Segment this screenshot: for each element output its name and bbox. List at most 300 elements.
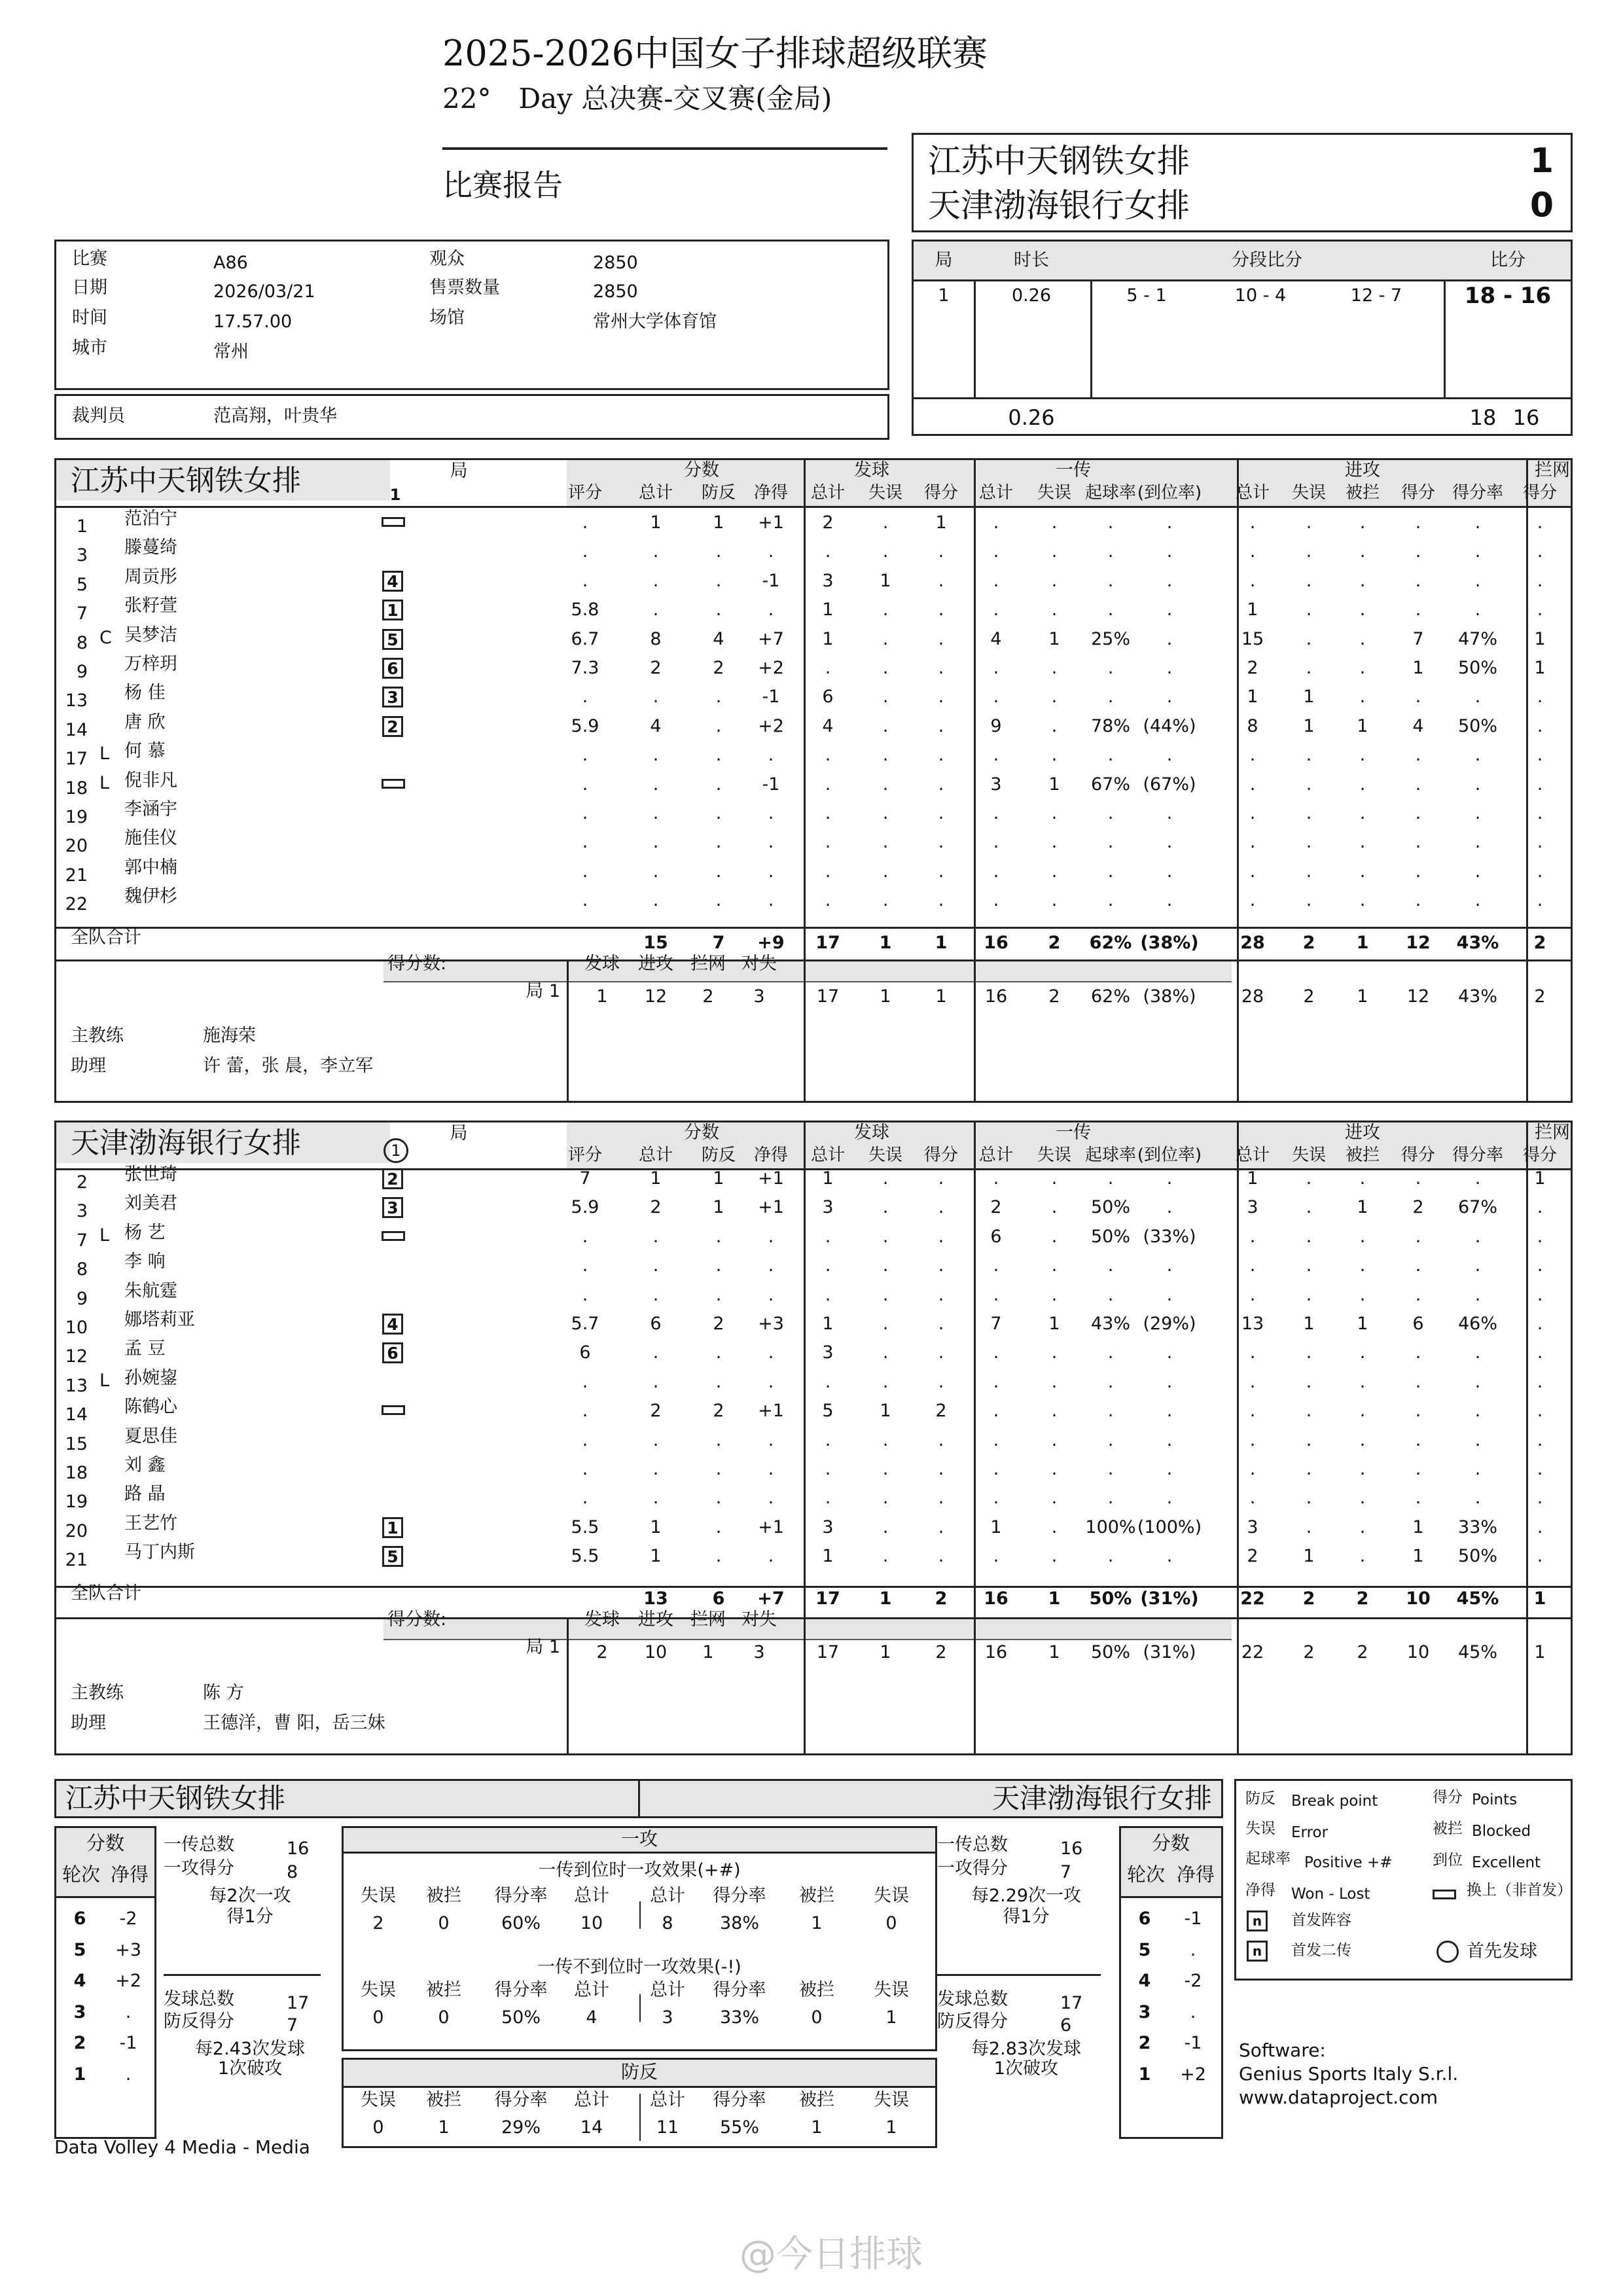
- stat-cell: .: [1107, 687, 1114, 708]
- stat-cell: .: [1537, 1284, 1543, 1305]
- stat-cell: 9: [990, 715, 1002, 736]
- stat-cell: .: [715, 745, 722, 766]
- team_b-pts-head: 对失: [741, 1609, 777, 1630]
- team_a-coach-label: 主教练: [71, 1026, 124, 1046]
- stat-cell: .: [1166, 1284, 1173, 1305]
- stat-cell: .: [993, 803, 999, 823]
- stat-cell: .: [993, 832, 999, 853]
- team_a-coach: 施海荣: [203, 1026, 256, 1046]
- stat-cell: -1: [762, 774, 780, 795]
- stat-cell: 15: [1241, 628, 1264, 649]
- team_b-total-cell: +7: [757, 1588, 785, 1609]
- stat-cell: .: [768, 600, 774, 620]
- col-set-b: 局: [450, 1123, 468, 1143]
- stat-cell: .: [652, 774, 659, 795]
- stat-cell: .: [1537, 715, 1543, 736]
- bp-cell: 0: [372, 2117, 384, 2138]
- stat-cell: 2: [1247, 1546, 1258, 1567]
- stat-cell: .: [1359, 1516, 1366, 1537]
- rotation-net: -1: [1184, 1909, 1202, 1929]
- rotation-net: +2: [1180, 2064, 1206, 2085]
- player-name: 娜塔莉亚: [124, 1310, 195, 1330]
- stat-cell: .: [882, 832, 889, 853]
- stat-cell: 2: [650, 1197, 662, 1218]
- stat-cell: 1: [1247, 1168, 1258, 1189]
- stat-cell: +1: [758, 512, 784, 533]
- team_a-pts-head: 对失: [741, 954, 777, 974]
- software-label: Software:: [1239, 2039, 1326, 2061]
- stat-cell: 100%: [1085, 1516, 1136, 1537]
- stat-cell: .: [993, 541, 999, 562]
- team-a-set-label: 1: [389, 486, 401, 504]
- stat-cell: 6: [990, 1226, 1002, 1247]
- team_b-set-cell: 1: [1048, 1642, 1060, 1662]
- b-bp-note2: 1次破攻: [993, 2058, 1059, 2079]
- stat-cell: .: [1537, 541, 1543, 562]
- stat-cell: .: [715, 861, 722, 882]
- team-a-stats: [54, 458, 1573, 1103]
- stat-cell: .: [825, 890, 831, 911]
- stat-cell: .: [1051, 1516, 1058, 1537]
- stat-cell: .: [1306, 541, 1312, 562]
- stat-cell: .: [1051, 1342, 1058, 1363]
- player-name: 刘美君: [124, 1193, 177, 1214]
- fa-head: 失误: [874, 1980, 909, 2000]
- stat-cell: .: [768, 1284, 774, 1305]
- set-duration: 0.26: [1011, 285, 1052, 306]
- stat-cell: .: [1415, 512, 1421, 533]
- stat-cell: .: [1537, 1314, 1543, 1334]
- stat-cell: .: [1107, 1401, 1114, 1422]
- stat-cell: .: [938, 1314, 944, 1334]
- stat-cell: .: [1051, 1255, 1058, 1276]
- stat-cell: .: [1359, 861, 1366, 882]
- team_b-set-cell: 1: [880, 1642, 891, 1662]
- team_b-total-cell: 1: [1533, 1588, 1546, 1609]
- team_b-col-total-7: 总计: [978, 1145, 1014, 1165]
- b-fb-note1: 每2.29次一攻: [971, 1886, 1082, 1906]
- team_b-grp-reception: 一传: [1056, 1122, 1091, 1143]
- stat-cell: .: [715, 570, 722, 591]
- stat-cell: .: [1306, 861, 1312, 882]
- team_b-coach-label: 主教练: [71, 1683, 124, 1703]
- stat-cell: .: [1474, 1342, 1481, 1363]
- team_a-set-cell: 16: [984, 986, 1008, 1007]
- team_a-pts-head: 发球: [584, 954, 620, 974]
- stat-cell: .: [1306, 745, 1312, 766]
- stat-cell: .: [993, 600, 999, 620]
- stat-cell: 1: [650, 1546, 662, 1567]
- stat-cell: .: [1249, 832, 1256, 853]
- stat-cell: .: [1306, 1401, 1312, 1422]
- legend-pts-en: Points: [1472, 1791, 1518, 1808]
- bp-head: 失误: [874, 2090, 909, 2110]
- stat-cell: .: [582, 1284, 588, 1305]
- team_b-total-cell: 1: [1048, 1588, 1061, 1609]
- footer-software: Data Volley 4 Media - Media: [54, 2136, 310, 2158]
- stat-cell: .: [582, 861, 588, 882]
- stat-cell: .: [1051, 541, 1058, 562]
- player-number: 21: [65, 1550, 88, 1571]
- stat-cell: 6: [650, 1314, 662, 1334]
- legend-bp-en: Break point: [1291, 1793, 1378, 1810]
- fa-cell-neg: 1: [885, 2007, 897, 2028]
- stat-cell: .: [1474, 570, 1481, 591]
- rotation-number: 5: [1138, 1939, 1151, 1960]
- stat-cell: .: [1415, 600, 1421, 620]
- team_b-pts-head: 发球: [584, 1609, 620, 1630]
- stat-cell: .: [993, 1255, 999, 1276]
- stat-cell: .: [1306, 1226, 1312, 1247]
- stat-cell: .: [1359, 1342, 1366, 1363]
- stat-cell: -1: [762, 570, 780, 591]
- fa-cell-pos: 38%: [719, 1913, 760, 1933]
- player-name: 杨 佳: [124, 683, 166, 704]
- stat-cell: .: [715, 1255, 722, 1276]
- team_b-total-cell: 45%: [1456, 1588, 1499, 1609]
- stat-cell: .: [1537, 600, 1543, 620]
- bp-head: 被拦: [799, 2090, 834, 2110]
- fa-cell-neg: 0: [372, 2007, 384, 2028]
- stat-cell: .: [1107, 890, 1114, 911]
- team-b-name: 天津渤海银行女排: [71, 1126, 301, 1160]
- team_b-total-cell: 2: [1302, 1588, 1315, 1609]
- player-role: L: [99, 772, 110, 793]
- stat-cell: .: [652, 1371, 659, 1392]
- stat-cell: .: [938, 541, 944, 562]
- stat-cell: .: [1359, 1371, 1366, 1392]
- stat-cell: .: [1537, 512, 1543, 533]
- stat-cell: 1: [1412, 1546, 1424, 1567]
- stat-cell: .: [1474, 1226, 1481, 1247]
- starting-lineup-icon: n: [1247, 1910, 1268, 1931]
- set-results-table: [912, 240, 1573, 436]
- fa-head: 得分率: [494, 1886, 548, 1906]
- stat-cell: 2: [713, 1401, 724, 1422]
- stat-cell: .: [768, 1371, 774, 1392]
- b-bp-note1: 每2.83次发球: [971, 2039, 1082, 2059]
- player-name: 倪非凡: [124, 770, 177, 791]
- stat-cell: .: [882, 628, 889, 649]
- stat-cell: .: [825, 774, 831, 795]
- stat-cell: 5.8: [571, 600, 599, 620]
- stat-cell: .: [768, 1226, 774, 1247]
- stat-cell: -1: [762, 687, 780, 708]
- sets-h-set: 局: [935, 250, 953, 270]
- fa-head: 总计: [650, 1886, 685, 1906]
- stat-cell: 7: [1412, 628, 1424, 649]
- stat-cell: .: [1051, 1429, 1058, 1450]
- stat-cell: .: [1249, 803, 1256, 823]
- team_a-total-cell: 62%: [1089, 933, 1132, 953]
- player-name: 吴梦洁: [124, 624, 177, 645]
- first-serve-circle: 1: [383, 1138, 408, 1163]
- substitution-icon: [1433, 1890, 1456, 1899]
- fa-cell-pos: 10: [580, 1913, 603, 1933]
- stat-cell: 1: [822, 600, 834, 620]
- fa-cell-pos: 2: [372, 1913, 384, 1933]
- match-time: 17.57.00: [213, 312, 293, 332]
- player-role: L: [99, 1370, 110, 1391]
- player-number: 14: [65, 719, 88, 740]
- rot-b-head: 分数: [1151, 1832, 1190, 1854]
- stat-cell: .: [993, 861, 999, 882]
- stat-cell: .: [715, 890, 722, 911]
- team_b-total-cell: 50%: [1089, 1588, 1132, 1609]
- stat-cell: .: [825, 832, 831, 853]
- bp-cell: 11: [656, 2117, 679, 2138]
- team_b-col-total-4: 总计: [810, 1145, 846, 1165]
- stat-cell: .: [1474, 512, 1481, 533]
- team_b-col-pts-14: 得分: [1400, 1145, 1436, 1165]
- stat-cell: 1: [1534, 658, 1546, 678]
- stat-cell: .: [825, 1255, 831, 1276]
- team_a-total-cell: 2: [1533, 933, 1546, 953]
- stat-cell: .: [1537, 1255, 1543, 1276]
- rot-b-sub2: 净得: [1176, 1863, 1215, 1886]
- stat-cell: .: [1107, 541, 1114, 562]
- match-city: 常州: [213, 342, 249, 362]
- stat-cell: .: [938, 1429, 944, 1450]
- player-name: 王艺竹: [124, 1513, 177, 1534]
- stat-cell: .: [715, 1226, 722, 1247]
- starting-position-icon: 1: [382, 600, 403, 620]
- team_b-total-label: 全队合计: [71, 1583, 141, 1604]
- player-number: 8: [76, 632, 88, 653]
- rotation-number: 6: [1138, 1909, 1151, 1929]
- stat-cell: 1: [880, 570, 891, 591]
- stat-cell: .: [1537, 1429, 1543, 1450]
- stat-cell: .: [1051, 745, 1058, 766]
- starting-position-icon: 3: [382, 687, 403, 708]
- stat-cell: .: [1051, 803, 1058, 823]
- team_a-set-row-label: 局 1: [526, 981, 560, 1001]
- stat-cell: .: [825, 1284, 831, 1305]
- bp-head: 总计: [650, 2090, 685, 2110]
- tickets: 2850: [593, 281, 638, 302]
- stat-cell: .: [1249, 1255, 1256, 1276]
- stat-cell: .: [1415, 832, 1421, 853]
- team_b-pts-label: 得分数:: [387, 1609, 447, 1630]
- stat-cell: .: [1474, 600, 1481, 620]
- rotation-net: +2: [115, 1971, 141, 1991]
- stat-cell: .: [938, 1459, 944, 1479]
- player-number: 3: [76, 1201, 88, 1222]
- stat-cell: .: [1359, 1168, 1366, 1189]
- team_b-set-cell: 1: [1534, 1642, 1546, 1662]
- fa-head: 被拦: [799, 1886, 834, 1906]
- rotation-number: 2: [73, 2033, 86, 2053]
- stat-cell: .: [1537, 745, 1543, 766]
- stat-cell: 2: [650, 1401, 662, 1422]
- b-fb-label: 一攻得分: [937, 1858, 1008, 1878]
- player-number: 20: [65, 836, 88, 857]
- stat-cell: .: [1107, 745, 1114, 766]
- stat-cell: .: [1537, 1197, 1543, 1218]
- stat-cell: .: [1306, 803, 1312, 823]
- match-code: A86: [213, 253, 248, 273]
- player-number: 12: [65, 1346, 88, 1367]
- team_a-total-label: 全队合计: [71, 927, 141, 948]
- team_b-total-cell: 22: [1240, 1588, 1265, 1609]
- team_b-col-bp-2: 防反: [701, 1145, 736, 1165]
- stat-cell: .: [882, 745, 889, 766]
- stat-cell: .: [1249, 1429, 1256, 1450]
- b-srv-label: 发球总数: [937, 1989, 1008, 2009]
- stat-cell: .: [652, 541, 659, 562]
- team_a-set-cell: 1: [935, 986, 947, 1007]
- stat-cell: .: [582, 541, 588, 562]
- legend-start2: 首发二传: [1291, 1942, 1351, 1959]
- stat-cell: .: [1306, 1429, 1312, 1450]
- stat-cell: .: [1306, 774, 1312, 795]
- stat-cell: 7.3: [571, 658, 599, 678]
- stat-cell: .: [715, 600, 722, 620]
- page-subtitle: 22° Day 总决赛-交叉赛(金局): [442, 82, 832, 115]
- team_b-col-blk_pts-16: 得分: [1522, 1145, 1558, 1165]
- stat-cell: .: [938, 715, 944, 736]
- team_b-set-cell: 16: [984, 1642, 1008, 1662]
- stat-cell: .: [1537, 1488, 1543, 1509]
- stat-cell: .: [1051, 715, 1058, 736]
- stat-cell: 4: [822, 715, 834, 736]
- audience: 2850: [593, 253, 638, 273]
- team_a-total-cell: 43%: [1456, 933, 1499, 953]
- stat-cell: .: [938, 1168, 944, 1189]
- stat-cell: .: [715, 541, 722, 562]
- team_b-col-total-11: 总计: [1235, 1145, 1270, 1165]
- stat-cell: .: [1415, 1488, 1421, 1509]
- team_a-set-cell: 62%: [1090, 986, 1131, 1007]
- stat-cell: .: [1107, 1459, 1114, 1479]
- player-name: 杨 艺: [124, 1222, 166, 1243]
- stat-cell: .: [1537, 1226, 1543, 1247]
- stat-cell: +2: [758, 715, 784, 736]
- team_a-col-total-7: 总计: [978, 483, 1014, 503]
- stat-cell: .: [1306, 832, 1312, 853]
- stat-cell: .: [1474, 687, 1481, 708]
- stat-cell: .: [1051, 600, 1058, 620]
- stat-cell: .: [582, 1226, 588, 1247]
- scoreboard-team-a: 江苏中天钢铁女排: [928, 142, 1190, 180]
- stat-cell: 5: [822, 1401, 834, 1422]
- referee-label: 裁判员: [72, 406, 125, 426]
- stat-cell: 1: [1303, 1314, 1315, 1334]
- stat-cell: .: [938, 628, 944, 649]
- tickets-label: 售票数量: [429, 278, 500, 298]
- team_b-total-cell: 10: [1406, 1588, 1431, 1609]
- stat-cell: .: [938, 1488, 944, 1509]
- bp-cell: 1: [885, 2117, 897, 2138]
- fa-cell-pos: 0: [885, 1913, 897, 1933]
- stat-cell: .: [1166, 832, 1173, 853]
- stat-cell: 7: [579, 1168, 591, 1189]
- stat-cell: 1: [1048, 628, 1060, 649]
- stat-cell: .: [715, 832, 722, 853]
- stat-cell: .: [1249, 1342, 1256, 1363]
- stat-cell: .: [1166, 1429, 1173, 1450]
- stat-cell: +1: [758, 1168, 784, 1189]
- stat-cell: .: [825, 745, 831, 766]
- team_a-total-cell: 16: [984, 933, 1008, 953]
- stat-cell: .: [1107, 861, 1114, 882]
- stat-cell: .: [1306, 1284, 1312, 1305]
- stat-cell: .: [582, 1429, 588, 1450]
- stat-cell: .: [652, 570, 659, 591]
- stat-cell: .: [1249, 1401, 1256, 1422]
- stat-cell: .: [768, 1255, 774, 1276]
- stat-cell: 78%: [1090, 715, 1131, 736]
- total-points-a: 18: [1469, 405, 1497, 430]
- sets-won-b: 0: [1529, 186, 1554, 225]
- stat-cell: 1: [1357, 715, 1368, 736]
- stat-cell: 46%: [1457, 1314, 1498, 1334]
- team_b-total-cell: 13: [643, 1588, 668, 1609]
- stat-cell: .: [1415, 745, 1421, 766]
- stat-cell: .: [1474, 1488, 1481, 1509]
- stat-cell: (44%): [1143, 715, 1196, 736]
- rotation-net: .: [125, 2064, 132, 2085]
- stat-cell: .: [652, 745, 659, 766]
- stat-cell: .: [1474, 1401, 1481, 1422]
- rotation-box-b: [1119, 1826, 1223, 2139]
- first-serve-icon: [1436, 1941, 1459, 1963]
- fa-cell-neg: 4: [586, 2007, 597, 2028]
- player-role: L: [99, 744, 110, 764]
- stat-cell: 1: [650, 512, 662, 533]
- stat-cell: .: [993, 1401, 999, 1422]
- stat-cell: .: [1537, 570, 1543, 591]
- stat-cell: .: [1166, 1255, 1173, 1276]
- stat-cell: .: [1359, 774, 1366, 795]
- team_a-col-blk_pts-16: 得分: [1522, 483, 1558, 503]
- stat-cell: .: [1051, 1168, 1058, 1189]
- player-number: 15: [65, 1433, 88, 1454]
- stat-cell: 4: [990, 628, 1002, 649]
- fa-head: 总计: [574, 1980, 609, 2000]
- stat-cell: .: [582, 1255, 588, 1276]
- first-attack-sub2: 一传不到位时一攻效果(-!): [537, 1957, 741, 1977]
- team_a-col-pts-14: 得分: [1400, 483, 1436, 503]
- stat-cell: 1: [1247, 600, 1258, 620]
- stat-cell: .: [825, 1488, 831, 1509]
- player-name: 路 晶: [124, 1484, 166, 1505]
- team_b-total-cell: 2: [935, 1588, 948, 1609]
- stat-cell: 1: [650, 1168, 662, 1189]
- b-srv: 17: [1060, 1993, 1083, 2013]
- stat-cell: 25%: [1090, 628, 1131, 649]
- bp-cell: 1: [438, 2117, 450, 2138]
- stat-cell: 1: [822, 1314, 834, 1334]
- stat-cell: 5.5: [571, 1546, 599, 1567]
- team_a-pts-head: 进攻: [638, 954, 673, 974]
- stat-cell: .: [882, 1516, 889, 1537]
- stat-cell: .: [1359, 1401, 1366, 1422]
- stat-cell: .: [1051, 1284, 1058, 1305]
- fa-cell-pos: 8: [662, 1913, 673, 1933]
- stat-cell: .: [938, 1342, 944, 1363]
- team_b-col-total-1: 总计: [638, 1145, 673, 1165]
- stat-cell: .: [768, 1459, 774, 1479]
- stat-cell: .: [938, 1226, 944, 1247]
- stat-cell: .: [652, 1459, 659, 1479]
- team_a-col-err-12: 失误: [1291, 483, 1327, 503]
- stat-cell: .: [1249, 570, 1256, 591]
- team_a-set-cell: 1: [1357, 986, 1368, 1007]
- stat-cell: 1: [1303, 687, 1315, 708]
- team_b-total-cell: 17: [815, 1588, 840, 1609]
- stat-cell: +1: [758, 1516, 784, 1537]
